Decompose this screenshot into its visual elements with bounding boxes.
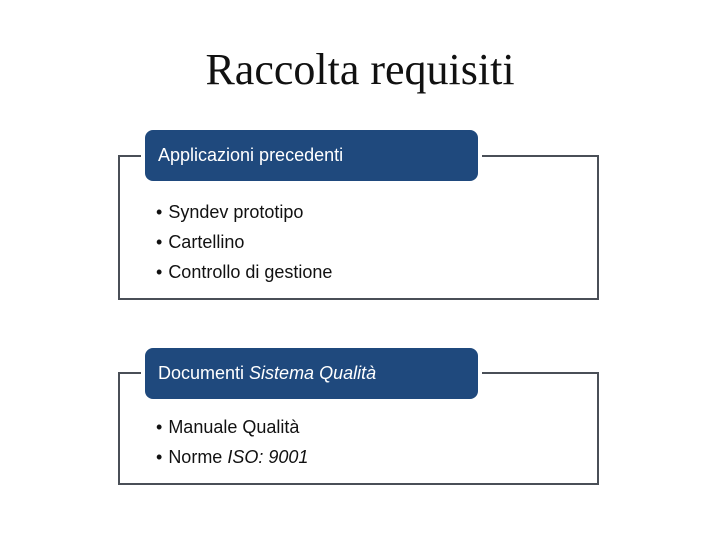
item-list xyxy=(156,197,332,287)
group-header xyxy=(145,130,478,181)
list-item xyxy=(156,412,308,442)
list-item xyxy=(156,197,332,227)
group-header-label: Documenti xyxy=(158,363,250,383)
list-item-label: Norme xyxy=(168,447,228,467)
slide-title: Raccolta requisiti xyxy=(205,45,515,94)
group-previous-applications xyxy=(118,145,599,300)
bullet-icon: • xyxy=(156,447,163,467)
list-item-label: Controllo di gestione xyxy=(168,262,333,282)
bullet-icon: • xyxy=(156,417,163,437)
list-item xyxy=(156,227,332,257)
list-item-label: Manuale Qualità xyxy=(168,417,300,437)
group-header xyxy=(145,348,478,399)
list-item xyxy=(156,257,332,287)
bullet-icon: • xyxy=(156,202,163,222)
list-item-label: Cartellino xyxy=(168,232,245,252)
list-item-label: Syndev prototipo xyxy=(168,202,304,222)
bullet-icon: • xyxy=(156,262,163,282)
list-item-label-italic: ISO: 9001 xyxy=(227,447,309,467)
group-header-label-italic: Sistema Qualità xyxy=(249,363,377,383)
list-item xyxy=(156,442,308,472)
bullet-icon: • xyxy=(156,232,163,252)
item-list xyxy=(156,412,308,472)
group-header-label: Applicazioni precedenti xyxy=(158,145,344,165)
group-quality-documents xyxy=(118,363,599,485)
